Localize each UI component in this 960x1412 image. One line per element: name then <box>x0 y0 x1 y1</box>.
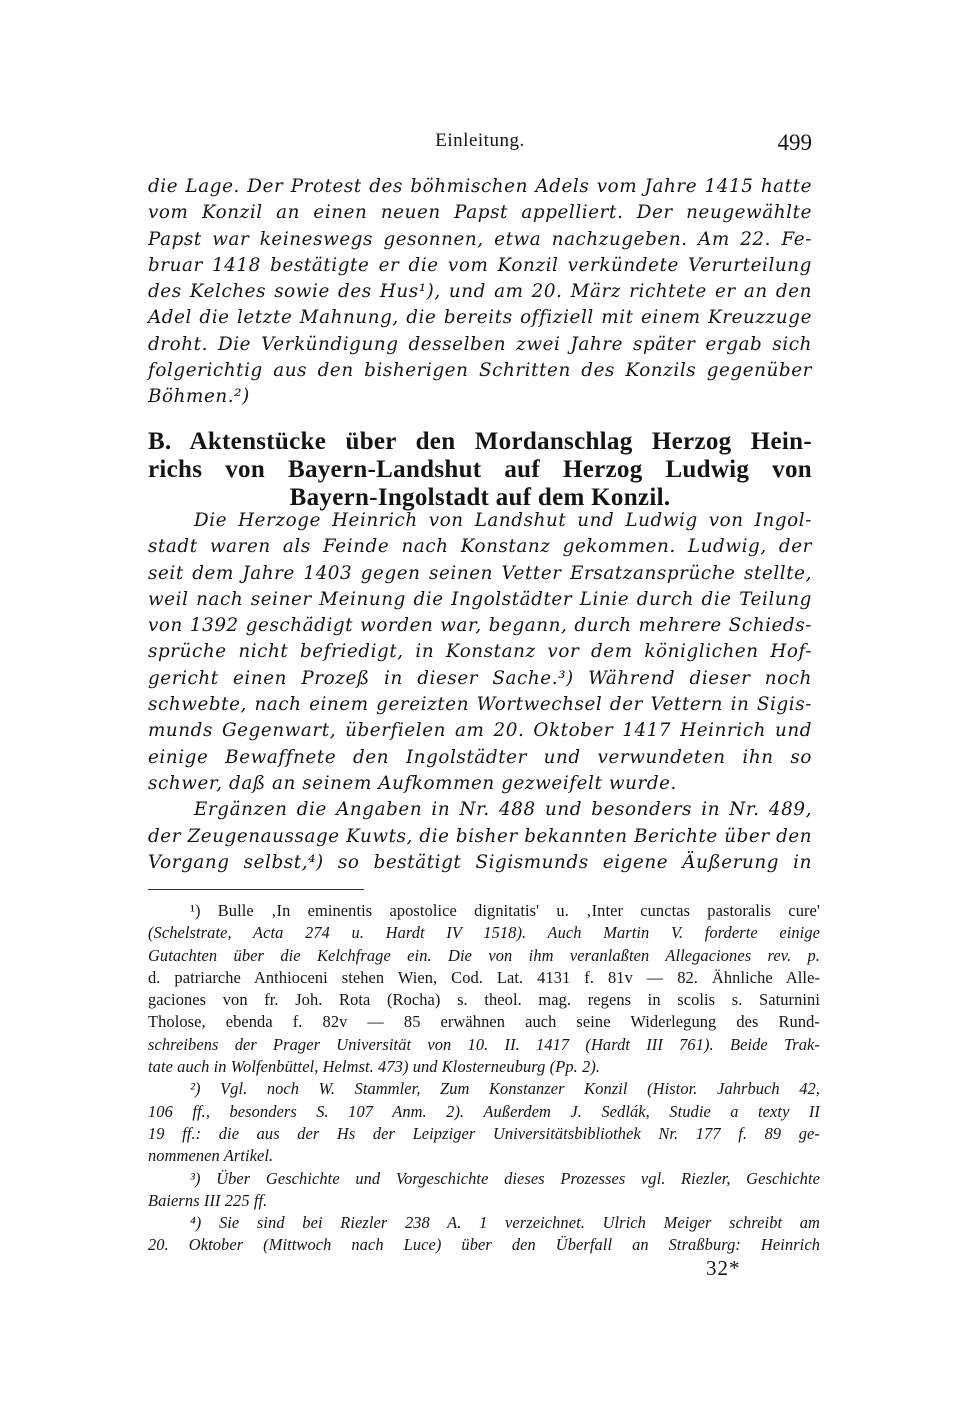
section-heading <box>148 428 812 512</box>
page-number: 499 <box>777 130 812 155</box>
text-line: Adel die letzte Mahnung, die bereits offiziell mit einem Kreuzzuge <box>148 307 812 329</box>
footnote-line: ⁴) Sie sind bei Riezler 238 A. 1 verzeichnet. Ulrich Meiger schreibt am <box>190 1213 820 1233</box>
text-line: schwebte, nach einem gereizten Wortwechsel der Vettern in Sigis- <box>148 694 812 716</box>
text-line: weil nach seiner Meinung die Ingolstädter Linie durch die Teilung <box>148 588 812 610</box>
text-line: bruar 1418 bestätigte er die vom Konzil verkündete Verurteilung <box>148 254 812 276</box>
text-line: munds Gegenwart, überfielen am 20. Oktober 1417 Heinrich und <box>148 720 812 742</box>
footnote-line: gaciones von fr. Joh. Rota (Rocha) s. theol. mag. regens in scolis s. Saturnini <box>148 990 820 1010</box>
text-line: gericht einen Prozeß in dieser Sache.³) Während dieser noch <box>148 667 812 689</box>
text-line: sprüche nicht befriedigt, in Konstanz vor dem königlichen Hof- <box>148 641 812 663</box>
text-line: des Kelches sowie des Hus¹), und am 20. März richtete er an den <box>148 281 812 303</box>
footnote-line: Tholose, ebenda f. 82v — 85 erwähnen auch seine Widerlegung des Rund- <box>148 1012 820 1032</box>
text-line: Papst war keineswegs gesonnen, etwa nachzugeben. Am 22. Fe- <box>148 228 812 250</box>
text-line: vom Konzil an einen neuen Papst appelliert. Der neugewählte <box>148 202 812 224</box>
text-line: seit dem Jahre 1403 gegen seinen Vetter Ersatzansprüche stellte, <box>148 562 812 584</box>
text-line: Vorgang selbst,⁴) so bestätigt Sigismunds eigene Äußerung in <box>148 851 812 873</box>
heading-line: Bayern-Ingolstadt auf dem Konzil. <box>289 484 671 511</box>
text-line: Die Herzoge Heinrich von Landshut und Ludwig von Ingol- <box>194 510 812 531</box>
text-line: stadt waren als Feinde nach Konstanz gekommen. Ludwig, der <box>148 536 812 558</box>
text-line: folgerichtig aus den bisherigen Schritten des Konzils gegenüber <box>148 360 812 382</box>
footnote-line: 106 ff., besonders S. 107 Anm. 2). Außerdem J. Sedlák, Studie a texty II <box>148 1101 820 1121</box>
footnote-line: nommenen Artikel. <box>148 1146 274 1166</box>
footnote-line: ¹) Bulle ‚In eminentis apostolice dignitatis' u. ‚Inter cunctas pastoralis cure' <box>190 901 820 920</box>
footnotes <box>148 900 820 1257</box>
footnote-line: Gutachten über die Kelchfrage ein. Die von ihm veranlaßten Allegaciones rev. p. <box>148 945 820 965</box>
heading-line: richs von Bayern-Landshut auf Herzog Ludwig von <box>148 456 812 483</box>
paragraph-2 <box>148 508 812 876</box>
footnote-line: 19 ff.: die aus der Hs der Leipziger Universitätsbibliothek Nr. 177 f. 89 ge- <box>148 1123 820 1143</box>
text-line: der Zeugenaussage Kuwts, die bisher bekannten Berichte über den <box>148 825 813 847</box>
running-title: Einleitung. <box>435 130 525 151</box>
running-header <box>148 130 812 158</box>
footnote-line: Baierns III 225 ff. <box>148 1190 268 1210</box>
footnote-line: 20. Oktober (Mittwoch nach Luce) über den Überfall an Straßburg: Heinrich <box>148 1235 820 1255</box>
footnote-divider <box>148 889 364 890</box>
text-line: Böhmen.²) <box>148 386 250 408</box>
footnote-line: (Schelstrate, Acta 274 u. Hardt IV 1518). Auch Martin V. forderte einige <box>148 923 820 943</box>
footnote-line: schreibens der Prager Universität von 10. II. 1417 (Hardt III 761). Beide Trak- <box>148 1034 820 1054</box>
text-line: schwer, daß an seinem Aufkommen gezweifelt wurde. <box>148 772 677 794</box>
footnote-line: ²) Vgl. noch W. Stammler, Zum Konstanzer Konzil (Histor. Jahrbuch 42, <box>190 1079 820 1099</box>
footnote-line: tate auch in Wolfenbüttel, Helmst. 473) und Klosterneuburg (Pp. 2). <box>148 1057 601 1077</box>
text-line: die Lage. Der Protest des böhmischen Adels vom Jahre 1415 hatte <box>148 176 812 197</box>
footnote-line: d. patriarche Anthioceni stehen Wien, Cod. Lat. 4131 f. 81v — 82. Ähnliche Alle- <box>148 967 820 987</box>
heading-line: B. Aktenstücke über den Mordanschlag Herzog Hein- <box>148 428 812 455</box>
text-line: Ergänzen die Angaben in Nr. 488 und besonders in Nr. 489, <box>194 799 812 821</box>
paragraph-1 <box>148 174 812 411</box>
text-line: einige Bewaffnete den Ingolstädter und verwundeten ihn so <box>148 746 812 768</box>
text-line: droht. Die Verkündigung desselben zwei Jahre später ergab sich <box>148 333 812 355</box>
footnote-line: ³) Über Geschichte und Vorgeschichte dieses Prozesses vgl. Riezler, Geschichte <box>190 1168 820 1188</box>
text-line: von 1392 geschädigt worden war, begann, durch mehrere Schieds- <box>148 615 812 637</box>
signature-mark: 32* <box>706 1256 741 1280</box>
